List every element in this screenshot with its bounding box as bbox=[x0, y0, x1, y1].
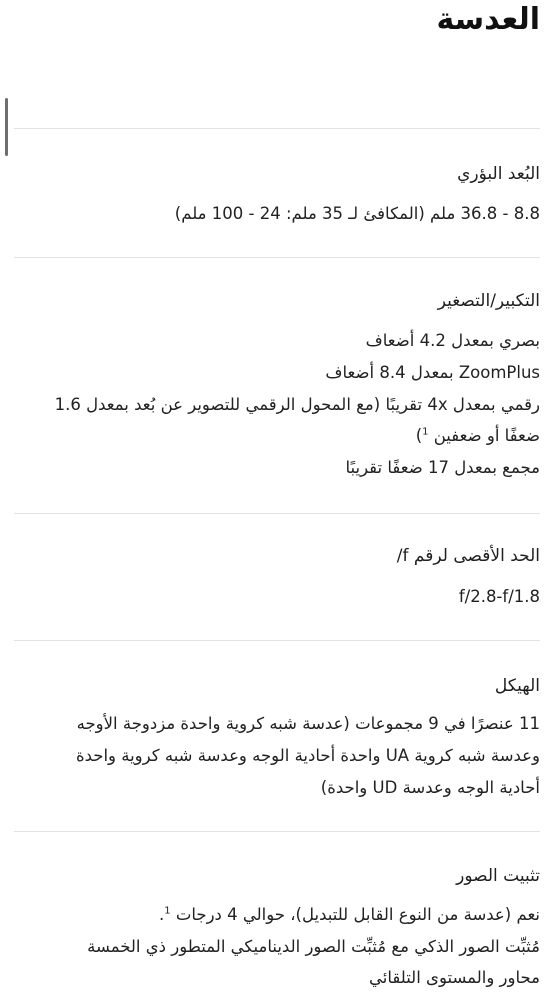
spec-value-zoom-optical: بصري بمعدل 4.2 أضعاف bbox=[365, 331, 540, 350]
footnote-marker: 1 bbox=[422, 426, 429, 438]
spec-text: نعم (عدسة من النوع القابل للتبديل)، حوالي 4 درجات bbox=[175, 905, 540, 924]
spec-value-construction: 11 عنصرًا في 9 مجموعات (عدسة شبه كروية واحدة مزدوجة الأوجه bbox=[76, 714, 540, 733]
divider bbox=[14, 831, 540, 832]
spec-value-construction-cont: وعدسة شبه كروية UA واحدة أحادية الوجه وعدسة شبه كروية واحدة bbox=[75, 746, 540, 765]
spec-text: . bbox=[158, 905, 165, 924]
spec-heading-zoom: التكبير/التصغير bbox=[437, 291, 540, 311]
spec-text: ضعفًا أو ضعفين bbox=[433, 426, 540, 445]
spec-value-stabilization-cont: مُثبِّت الصور الذكي مع مُثبِّت الصور الديناميكي المتطور ذي الخمسة bbox=[87, 937, 540, 956]
spec-heading-stabilization: تثبيت الصور bbox=[456, 866, 540, 886]
spec-value-zoom-zoomplus: ZoomPlus بمعدل 8.4 أضعاف bbox=[325, 363, 540, 382]
spec-value-zoom-combined: مجمع بمعدل 17 ضعفًا تقريبًا bbox=[345, 458, 540, 477]
spec-heading-construction: الهيكل bbox=[494, 676, 540, 696]
page-title: العدسة bbox=[436, 2, 540, 37]
scroll-indicator[interactable] bbox=[5, 98, 8, 156]
spec-value-f-number: f/2.8-f/1.8 bbox=[458, 587, 540, 606]
spec-heading-f-number: الحد الأقصى لرقم f/ bbox=[396, 546, 540, 566]
footnote-marker: 1 bbox=[164, 905, 171, 917]
spec-value-construction-cont: أحادية الوجه وعدسة UD واحدة) bbox=[320, 778, 540, 797]
spec-value-stabilization-cont: محاور والمستوى التلقائي bbox=[369, 968, 540, 987]
spec-value-stabilization bbox=[14, 903, 540, 927]
spec-value-zoom-digital-cont bbox=[14, 424, 540, 448]
divider bbox=[14, 128, 540, 129]
spec-text: ) bbox=[415, 426, 423, 445]
divider bbox=[14, 257, 540, 258]
spec-value-focal-length: 8.8 - 36.8 ملم (المكافئ لـ 35 ملم: 24 - 100 ملم) bbox=[174, 204, 540, 223]
spec-value-zoom-digital: رقمي بمعدل 4x تقريبًا (مع المحول الرقمي للتصوير عن بُعد بمعدل 1.6 bbox=[54, 395, 540, 414]
divider bbox=[14, 513, 540, 514]
divider bbox=[14, 640, 540, 641]
spec-heading-focal-length: البُعد البؤري bbox=[457, 164, 540, 184]
